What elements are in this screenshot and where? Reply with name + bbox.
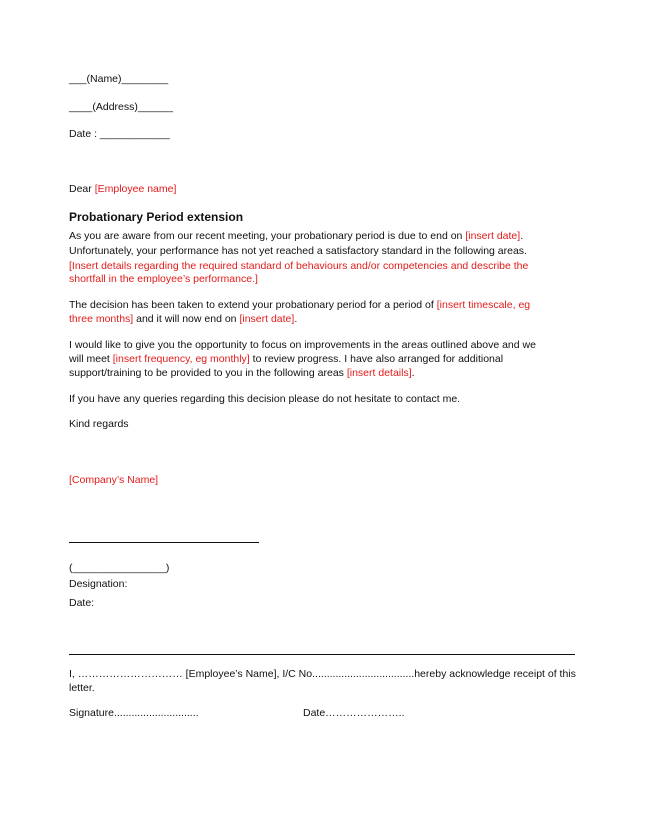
para4: If you have any queries regarding this decision please do not hesitate to contact me.: [69, 393, 461, 405]
designation-label: Designation:: [69, 578, 128, 590]
para3-text: will meet: [69, 353, 113, 365]
closing: Kind regards: [69, 418, 129, 430]
signatory-date-label: Date:: [69, 597, 95, 609]
para1-text: As you are aware from our recent meeting, your probationary period is due to end on: [69, 230, 466, 242]
para2-period: .: [294, 313, 298, 325]
section-divider: [69, 654, 575, 655]
para3-line2: [69, 353, 503, 366]
salutation-dear: Dear: [69, 183, 95, 195]
para3-text-cont: to review progress. I have also arranged for additional: [249, 353, 504, 365]
para2-text-cont: and it will now end on: [133, 313, 240, 325]
signatory-name-blank: (________________): [69, 562, 170, 574]
insert-date-placeholder-2: [insert date]: [239, 313, 295, 325]
employee-name-placeholder: [Employee name]: [94, 183, 177, 195]
insert-timescale-placeholder-cont: three months]: [69, 313, 134, 325]
date-line: Date : ____________: [69, 128, 171, 140]
insert-frequency-placeholder: [insert frequency, eg monthly]: [112, 353, 250, 365]
recipient-name-line: ___(Name)________: [69, 73, 169, 85]
insert-date-placeholder: [insert date]: [465, 230, 521, 242]
acknowledgement-line1: I, ………………………… [Employee’s Name], I/C No...................................hereby acknowledge receipt of this: [69, 668, 576, 680]
para2-line2: [69, 313, 297, 326]
para1-line1: [69, 230, 523, 243]
acknowledgement-signature: Signature.............................: [69, 707, 199, 719]
acknowledgement-line2: letter.: [69, 682, 95, 694]
para1-line2: Unfortunately, your performance has not yet reached a satisfactory standard in the following areas.: [69, 245, 527, 257]
para3-period: .: [411, 367, 415, 379]
para3-line3: [69, 367, 415, 380]
insert-details-placeholder-line2: shortfall in the employee’s performance.]: [69, 273, 258, 285]
para2-text: The decision has been taken to extend your probationary period for a period of: [69, 299, 437, 311]
para3-text-cont2: support/training to be provided to you in the following areas: [69, 367, 347, 379]
insert-details-placeholder-line1: [Insert details regarding the required standard of behaviours and/or competencies and describe the: [69, 260, 529, 272]
acknowledgement-date: Date…………………..: [303, 707, 405, 719]
insert-details-placeholder: [insert details]: [346, 367, 412, 379]
letter-title: Probationary Period extension: [69, 210, 244, 224]
para2-line1: [69, 299, 530, 312]
salutation: [69, 183, 176, 196]
para3-line1: I would like to give you the opportunity to focus on improvements in the areas outlined above and we: [69, 339, 536, 351]
recipient-address-line: ____(Address)______: [69, 101, 173, 113]
company-name-placeholder: [Company’s Name]: [69, 474, 159, 486]
insert-timescale-placeholder: [insert timescale, eg: [436, 299, 531, 311]
signature-rule: [69, 542, 259, 543]
para1-period: .: [520, 230, 524, 242]
